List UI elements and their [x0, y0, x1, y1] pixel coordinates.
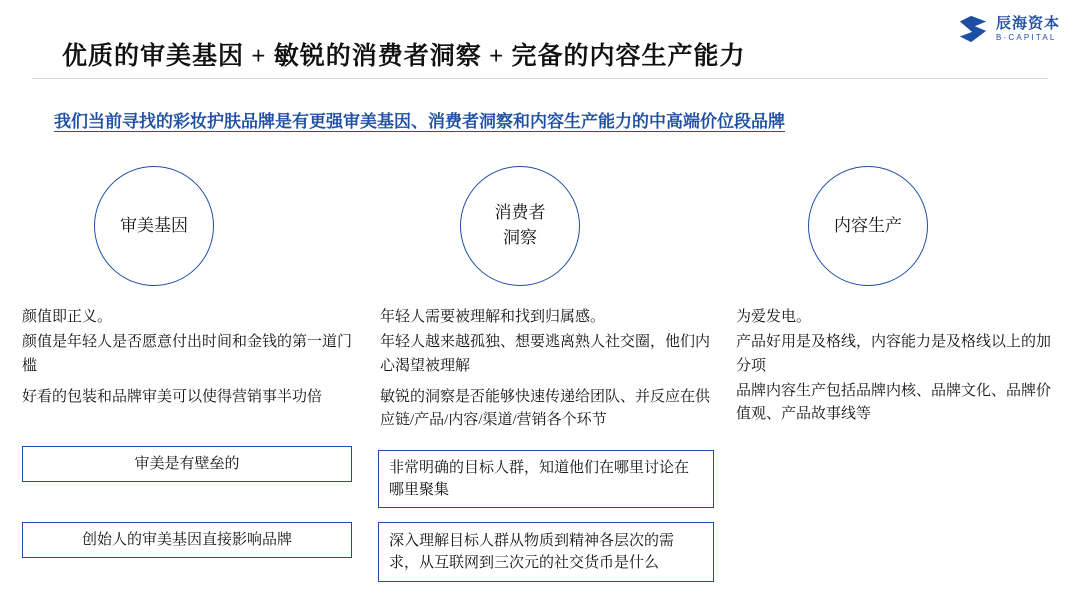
paragraph: 敏锐的洞察是否能够快速传递给团队、并反应在供应链/产品/内容/渠道/营销各个环节 — [380, 388, 711, 428]
paragraph: 产品好用是及格线，内容能力是及格线以上的加分项 — [736, 334, 1052, 374]
logo — [958, 14, 1060, 44]
column-body-content-production — [736, 306, 1056, 426]
logo-text — [996, 16, 1060, 42]
callout-deep-understanding: 深入理解目标人群从物质到精神各层次的需求，从互联网到三次元的社交货币是什么 — [378, 522, 714, 582]
column-body-consumer-insight — [380, 306, 720, 432]
column-body-aesthetic-gene — [22, 306, 352, 409]
callout-founder-aesthetic: 创始人的审美基因直接影响品牌 — [22, 522, 352, 558]
circle-label-consumer-insight: 消费者 洞察 — [460, 166, 580, 286]
paragraph: 为爱发电。 — [736, 309, 812, 325]
paragraph: 颜值是年轻人是否愿意付出时间和金钱的第一道门槛 — [22, 334, 353, 374]
page-subtitle: 我们当前寻找的彩妆护肤品牌是有更强审美基因、消费者洞察和内容生产能力的中高端价位段品牌 — [54, 112, 785, 131]
paragraph: 颜值即正义。 — [22, 309, 113, 325]
circle-label-aesthetic-gene: 审美基因 — [94, 166, 214, 286]
circle-wrap — [736, 166, 1056, 286]
circle-wrap — [380, 166, 720, 286]
column-content-production — [736, 166, 1056, 428]
title-divider — [32, 78, 1048, 79]
circle-label-content-production: 内容生产 — [808, 166, 928, 286]
logo-en-name: B·CAPITAL — [995, 32, 1057, 42]
callout-aesthetic-barrier: 审美是有壁垒的 — [22, 446, 352, 482]
paragraph: 年轻人需要被理解和找到归属感。 — [380, 309, 606, 325]
callout-clear-target-audience: 非常明确的目标人群，知道他们在哪里讨论在哪里聚集 — [378, 450, 714, 508]
circle-wrap — [22, 166, 352, 286]
logo-cn-name: 辰海资本 — [995, 14, 1060, 32]
page-title: 优质的审美基因 + 敏锐的消费者洞察 + 完备的内容生产能力 — [62, 43, 746, 70]
column-consumer-insight — [380, 166, 720, 434]
paragraph: 品牌内容生产包括品牌内核、品牌文化、品牌价值观、产品故事线等 — [736, 382, 1052, 422]
chenhai-capital-logo-icon — [958, 14, 988, 44]
paragraph: 年轻人越来越孤独、想要逃离熟人社交圈，他们内心渴望被理解 — [380, 334, 711, 374]
column-aesthetic-gene — [22, 166, 352, 411]
paragraph: 好看的包装和品牌审美可以使得营销事半功倍 — [22, 388, 323, 405]
